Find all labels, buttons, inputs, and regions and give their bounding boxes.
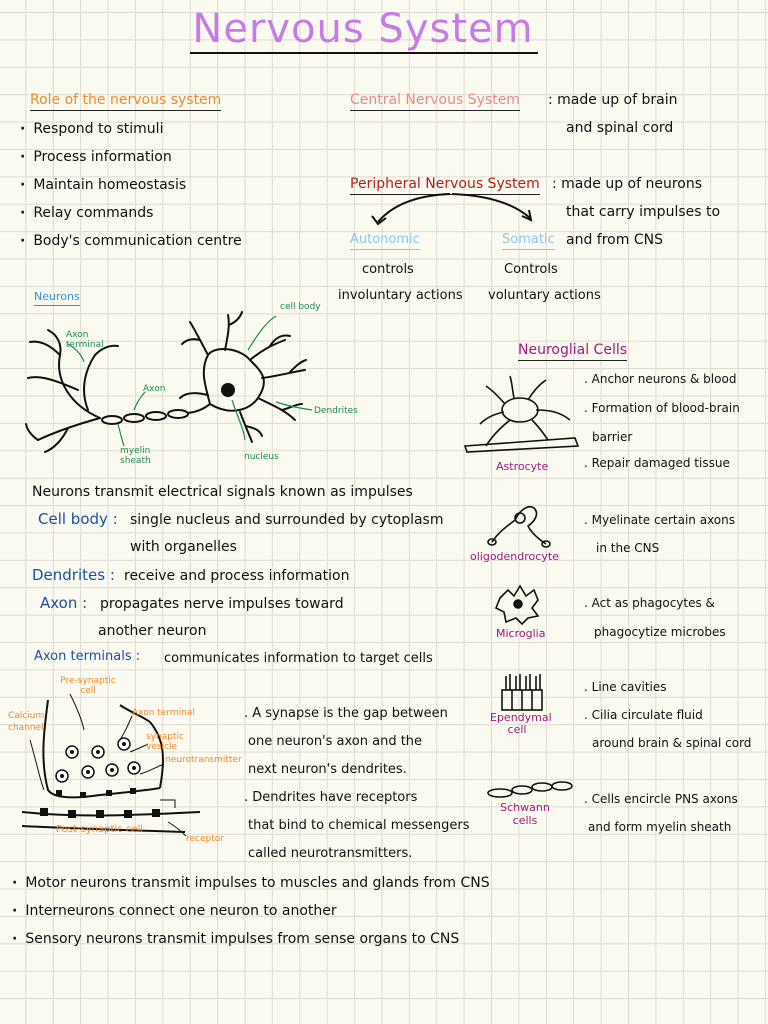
cell-body-label: Cell body : xyxy=(38,510,118,528)
label-axon-terminal-syn: Axon terminal xyxy=(132,708,195,718)
synapse-line-6: called neurotransmitters. xyxy=(248,846,413,861)
pns-heading: Peripheral Nervous System xyxy=(350,176,540,195)
schwann-name: Schwann cells xyxy=(500,801,550,827)
label-axon: Axon xyxy=(143,384,166,394)
synapse-line-5: that bind to chemical messengers xyxy=(248,818,470,833)
neuroglial-heading: Neuroglial Cells xyxy=(518,342,627,361)
label-synaptic-vesicle: synaptic vesicle xyxy=(146,732,184,752)
astrocyte-name: Astrocyte xyxy=(496,460,549,473)
axon-terminals-desc: communicates information to target cells xyxy=(164,651,433,666)
neuron-types-list xyxy=(12,875,490,959)
role-item: · Respond to stimuli xyxy=(20,121,242,149)
ependymal-line-1: . Line cavities xyxy=(584,680,667,694)
cns-desc-1: : made up of brain xyxy=(548,92,678,108)
oligodendrocyte-name: oligodendrocyte xyxy=(470,550,559,563)
role-item: · Relay commands xyxy=(20,205,242,233)
role-item: · Body's communication centre xyxy=(20,233,242,261)
astrocyte-line-4: . Repair damaged tissue xyxy=(584,456,730,470)
ependymal-line-2: . Cilia circulate fluid xyxy=(584,708,703,722)
pns-desc-1: : made up of neurons xyxy=(552,176,703,192)
axon-terminals-label: Axon terminals : xyxy=(34,649,141,664)
label-postsynaptic: Post-synaptic cell xyxy=(56,824,144,835)
cell-body-desc-1: single nucleus and surrounded by cytoplasm xyxy=(130,512,444,528)
label-axon-terminal: Axon terminal xyxy=(66,330,104,350)
label-receptor: receptor xyxy=(186,834,224,844)
oligodendrocyte-line-2: in the CNS xyxy=(596,541,660,555)
schwann-line-2: and form myelin sheath xyxy=(588,820,732,834)
label-cell-body: cell body xyxy=(280,302,321,312)
label-calcium-channel: Calcium channel xyxy=(8,711,45,733)
axon-desc-2: another neuron xyxy=(98,623,207,639)
astrocyte-line-3: barrier xyxy=(592,430,633,444)
role-item: · Maintain homeostasis xyxy=(20,177,242,205)
autonomic-desc-1: controls xyxy=(362,262,414,277)
label-neurotransmitter: neurotransmitter xyxy=(165,755,242,765)
neuron-type-item: · Motor neurons transmit impulses to muscles and glands from CNS xyxy=(12,875,490,903)
autonomic-heading: Autonomic xyxy=(350,232,420,250)
label-nucleus: nucleus xyxy=(244,452,279,462)
astrocyte-line-1: . Anchor neurons & blood xyxy=(584,372,737,386)
microglia-name: Microglia xyxy=(496,627,546,640)
microglia-line-2: phagocytize microbes xyxy=(594,625,726,639)
synapse-line-4: . Dendrites have receptors xyxy=(244,790,418,805)
cell-body-desc-2: with organelles xyxy=(130,539,237,555)
somatic-desc-1: Controls xyxy=(504,262,558,277)
label-dendrites: Dendrites xyxy=(314,406,358,416)
oligodendrocyte-line-1: . Myelinate certain axons xyxy=(584,513,736,527)
neurons-heading: Neurons xyxy=(34,290,80,306)
microglia-line-1: . Act as phagocytes & xyxy=(584,596,715,610)
pns-desc-2: that carry impulses to xyxy=(566,204,721,220)
ependymal-line-3: around brain & spinal cord xyxy=(592,736,752,750)
axon-desc-1: propagates nerve impulses toward xyxy=(100,596,344,612)
cns-heading: Central Nervous System xyxy=(350,92,520,111)
neuron-type-item: · Interneurons connect one neuron to another xyxy=(12,903,490,931)
schwann-line-1: . Cells encircle PNS axons xyxy=(584,792,738,806)
page-title: Nervous System xyxy=(192,6,534,52)
dendrites-label: Dendrites : xyxy=(32,566,115,584)
neuron-intro: Neurons transmit electrical signals known as impulses xyxy=(32,484,413,500)
somatic-heading: Somatic xyxy=(502,232,555,250)
synapse-line-2: one neuron's axon and the xyxy=(248,734,423,749)
ependymal-name: Ependymal cell xyxy=(490,711,552,736)
dendrites-desc: receive and process information xyxy=(124,568,350,584)
role-heading: Role of the nervous system xyxy=(30,92,221,111)
label-myelin-sheath: myelin sheath xyxy=(120,446,151,466)
pns-desc-3: and from CNS xyxy=(566,232,663,248)
role-item: · Process information xyxy=(20,149,242,177)
axon-label: Axon : xyxy=(40,594,88,612)
synapse-line-3: next neuron's dendrites. xyxy=(248,762,407,777)
astrocyte-line-2: . Formation of blood-brain xyxy=(584,401,740,415)
autonomic-desc-2: involuntary actions xyxy=(338,288,463,303)
somatic-desc-2: voluntary actions xyxy=(488,288,601,303)
neuron-type-item: · Sensory neurons transmit impulses from sense organs to CNS xyxy=(12,931,490,959)
cns-desc-2: and spinal cord xyxy=(566,120,674,136)
synapse-line-1: . A synapse is the gap between xyxy=(244,706,448,721)
label-presynaptic: Pre-synaptic cell xyxy=(60,676,116,696)
